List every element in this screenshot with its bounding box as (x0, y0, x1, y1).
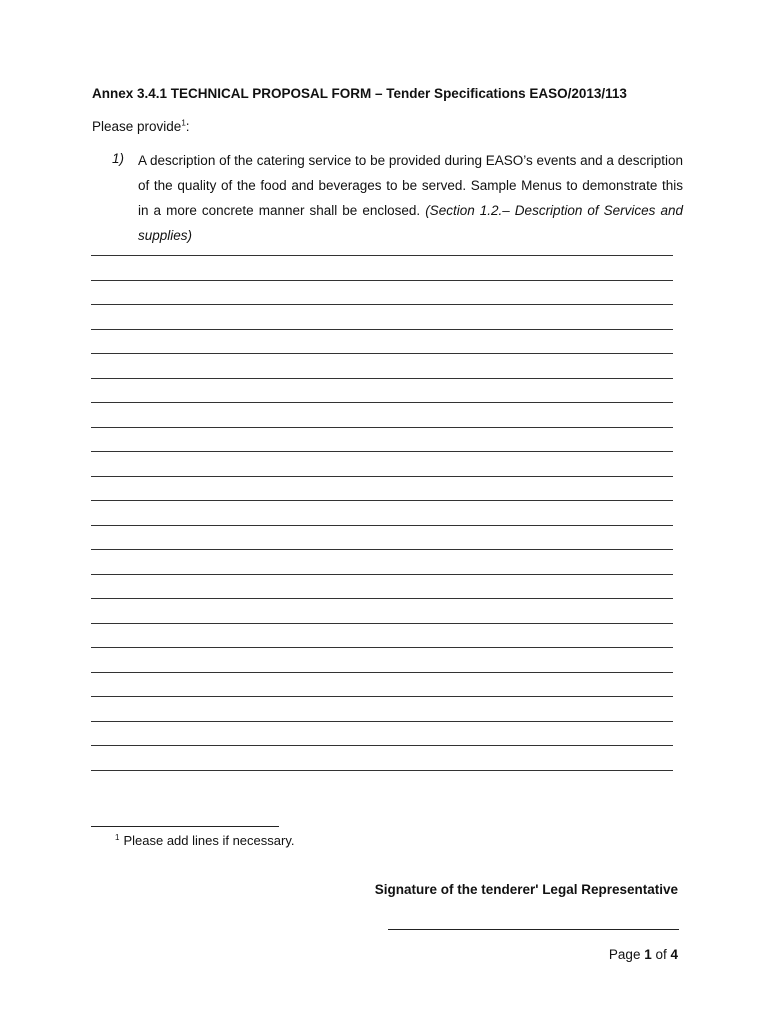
answer-line[interactable] (91, 696, 673, 697)
answer-line[interactable] (91, 672, 673, 673)
answer-line[interactable] (91, 476, 673, 477)
page-prefix: Page (608, 947, 645, 962)
answer-line[interactable] (91, 304, 673, 305)
answer-line[interactable] (91, 451, 673, 452)
answer-line[interactable] (91, 770, 673, 771)
page-separator: of (651, 947, 671, 962)
intro-text (92, 119, 190, 134)
answer-line[interactable] (91, 378, 673, 379)
item-description-text: A description of the catering service to be provided during EASO’s events and a description of the quality of the food and beverages to be served. Sample Menus to demonstrate this in a more concrete manner shall be enclosed. (138, 153, 683, 218)
page-current: 1 (644, 947, 652, 962)
item-description (138, 148, 683, 248)
answer-line[interactable] (91, 574, 673, 575)
footnote-reference: 1 (181, 118, 186, 128)
answer-line[interactable] (91, 353, 673, 354)
form-title: Annex 3.4.1 TECHNICAL PROPOSAL FORM – Tender Specifications EASO/2013/113 (92, 86, 627, 101)
answer-line[interactable] (91, 280, 673, 281)
item-number: 1) (112, 151, 125, 166)
page-total: 4 (670, 947, 678, 962)
signature-line[interactable] (388, 929, 679, 930)
answer-line[interactable] (91, 745, 673, 746)
answer-line[interactable] (91, 427, 673, 428)
answer-lines[interactable] (91, 255, 673, 794)
answer-line[interactable] (91, 500, 673, 501)
answer-line[interactable] (91, 623, 673, 624)
answer-line[interactable] (91, 525, 673, 526)
answer-line[interactable] (91, 329, 673, 330)
signature-label: Signature of the tenderer' Legal Representative (374, 882, 678, 897)
answer-line[interactable] (91, 721, 673, 722)
item-section-reference: (Section 1.2.– Description of Services and supplies) (138, 203, 683, 243)
answer-line[interactable] (91, 402, 673, 403)
footnote-text: Please add lines if necessary. (123, 833, 295, 848)
answer-line[interactable] (91, 598, 673, 599)
footnote-separator (91, 826, 279, 827)
answer-line[interactable] (91, 647, 673, 648)
intro-colon: : (185, 119, 190, 134)
page-number (609, 947, 678, 962)
intro-label: Please provide (92, 119, 182, 134)
footnote-marker: 1 (115, 832, 120, 842)
footnote (115, 833, 294, 848)
answer-line[interactable] (91, 255, 673, 256)
answer-line[interactable] (91, 549, 673, 550)
